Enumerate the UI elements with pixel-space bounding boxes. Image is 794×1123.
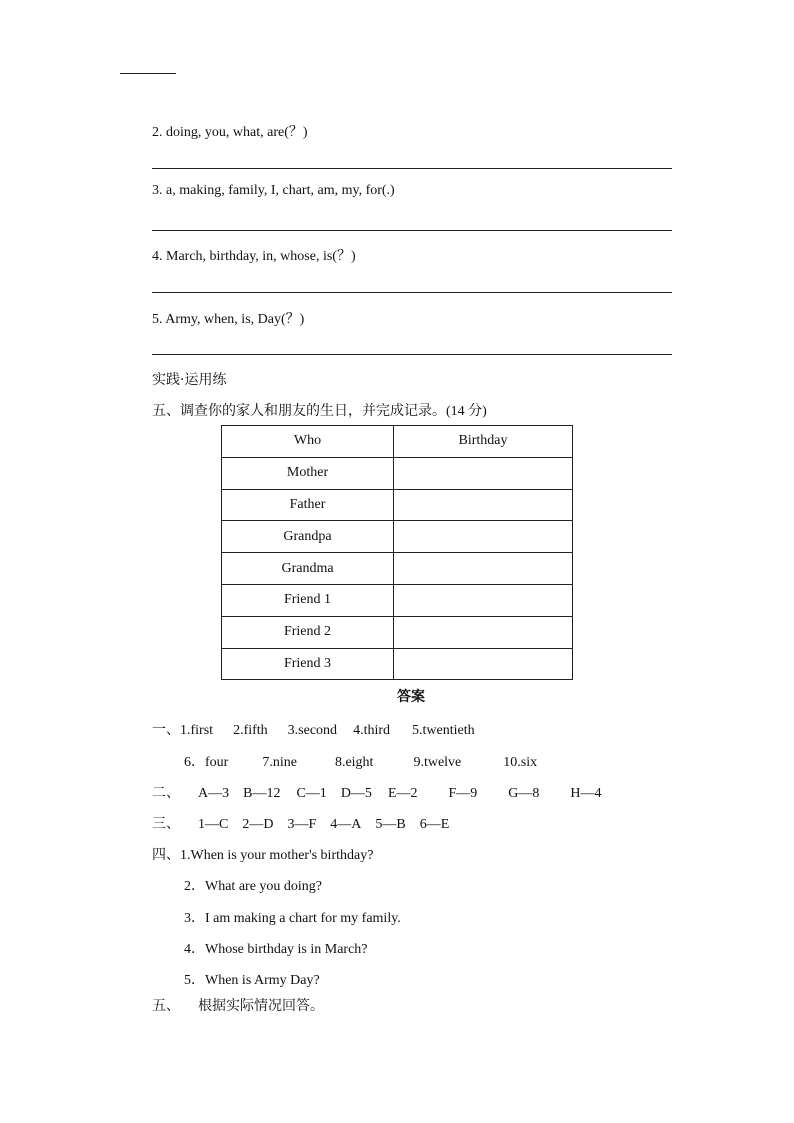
row-who: Friend 2 [222, 616, 394, 648]
question-4: 4. March, birthday, in, whose, is(？) [152, 249, 356, 264]
row-birthday-cell[interactable] [394, 616, 573, 648]
header-rule [120, 73, 176, 74]
answers-part3 [152, 813, 449, 833]
answer-item: 2—D [242, 817, 274, 832]
birthday-record-table [221, 425, 573, 680]
answer-item: 1.first [180, 723, 214, 738]
answer-item: 3.second [287, 723, 338, 738]
table-row [222, 521, 573, 553]
answer-item: 10.six [503, 755, 538, 770]
answer-item: D—5 [340, 786, 372, 801]
answers-title: 答案 [397, 689, 425, 705]
answer-item: 4.third [353, 723, 391, 738]
part1-label: 一、 [152, 722, 180, 738]
section5-points: (14 分) [446, 404, 487, 419]
answers-part5 [152, 995, 324, 1015]
answer-item: 3—F [287, 817, 317, 832]
table-row [222, 584, 573, 616]
part2-label: 二、 [152, 785, 180, 801]
header-who: Who [222, 426, 394, 458]
answers-part2 [152, 782, 602, 802]
table-row [222, 457, 573, 489]
table-row [222, 648, 573, 680]
answer-item: 1.When is your mother's birthday? [180, 848, 374, 863]
answer-item: 2.fifth [233, 723, 268, 738]
answer-item: 9.twelve [413, 755, 462, 770]
answer-line-3 [152, 230, 672, 231]
answers-part1-row1 [152, 719, 475, 739]
section5-title: 五、调查你的家人和朋友的生日，并完成记录。 [152, 403, 446, 419]
answers-part4-item2: 2．What are you doing? [184, 879, 323, 894]
row-birthday-cell[interactable] [394, 521, 573, 553]
answer-item: 6—E [419, 817, 450, 832]
row-who: Father [222, 489, 394, 521]
table-row [222, 553, 573, 585]
row-birthday-cell[interactable] [394, 584, 573, 616]
answer-item: C—1 [296, 786, 327, 801]
answer-item: 4—A [330, 817, 362, 832]
row-who: Grandma [222, 553, 394, 585]
table-header-row [222, 426, 573, 458]
answer-item: 8.eight [334, 755, 374, 770]
part3-label: 三、 [152, 816, 180, 832]
table-row [222, 489, 573, 521]
answer-item: 根据实际情况回答。 [198, 998, 324, 1014]
answer-item: 5—B [375, 817, 406, 832]
answer-item: E—2 [387, 786, 418, 801]
answer-line-4 [152, 292, 672, 293]
row-who: Grandpa [222, 521, 394, 553]
answer-item: G—8 [508, 786, 540, 801]
answers-part1-row2 [184, 751, 537, 771]
answer-item: B—12 [243, 786, 281, 801]
answer-item: F—9 [448, 786, 478, 801]
answer-line-2 [152, 168, 672, 169]
row-birthday-cell[interactable] [394, 457, 573, 489]
part5-label: 五、 [152, 998, 180, 1014]
answer-item: H—4 [570, 786, 602, 801]
row-birthday-cell[interactable] [394, 489, 573, 521]
header-birthday: Birthday [394, 426, 573, 458]
answer-item: 1—C [198, 817, 229, 832]
answers-part4-item4: 4．Whose birthday is in March? [184, 942, 368, 957]
answer-item: A—3 [198, 786, 230, 801]
answer-item: 7.nine [262, 755, 297, 770]
question-3: 3. a, making, family, I, chart, am, my, for(.) [152, 183, 395, 198]
answer-item: 6．four [184, 755, 229, 770]
table-row [222, 616, 573, 648]
row-birthday-cell[interactable] [394, 648, 573, 680]
section-practice-heading: 实践·运用练 [152, 372, 227, 388]
answers-part4-item1 [152, 844, 373, 864]
row-who: Mother [222, 457, 394, 489]
question-2: 2. doing, you, what, are(？) [152, 125, 308, 140]
row-who: Friend 3 [222, 648, 394, 680]
section5-heading [152, 400, 487, 420]
question-5: 5. Army, when, is, Day(？) [152, 312, 305, 327]
row-birthday-cell[interactable] [394, 553, 573, 585]
row-who: Friend 1 [222, 584, 394, 616]
part4-label: 四、 [152, 847, 180, 863]
answers-part4-item5: 5．When is Army Day? [184, 973, 320, 988]
answers-part4-item3: 3．I am making a chart for my family. [184, 911, 401, 926]
answer-line-5 [152, 354, 672, 355]
answer-item: 5.twentieth [412, 723, 475, 738]
